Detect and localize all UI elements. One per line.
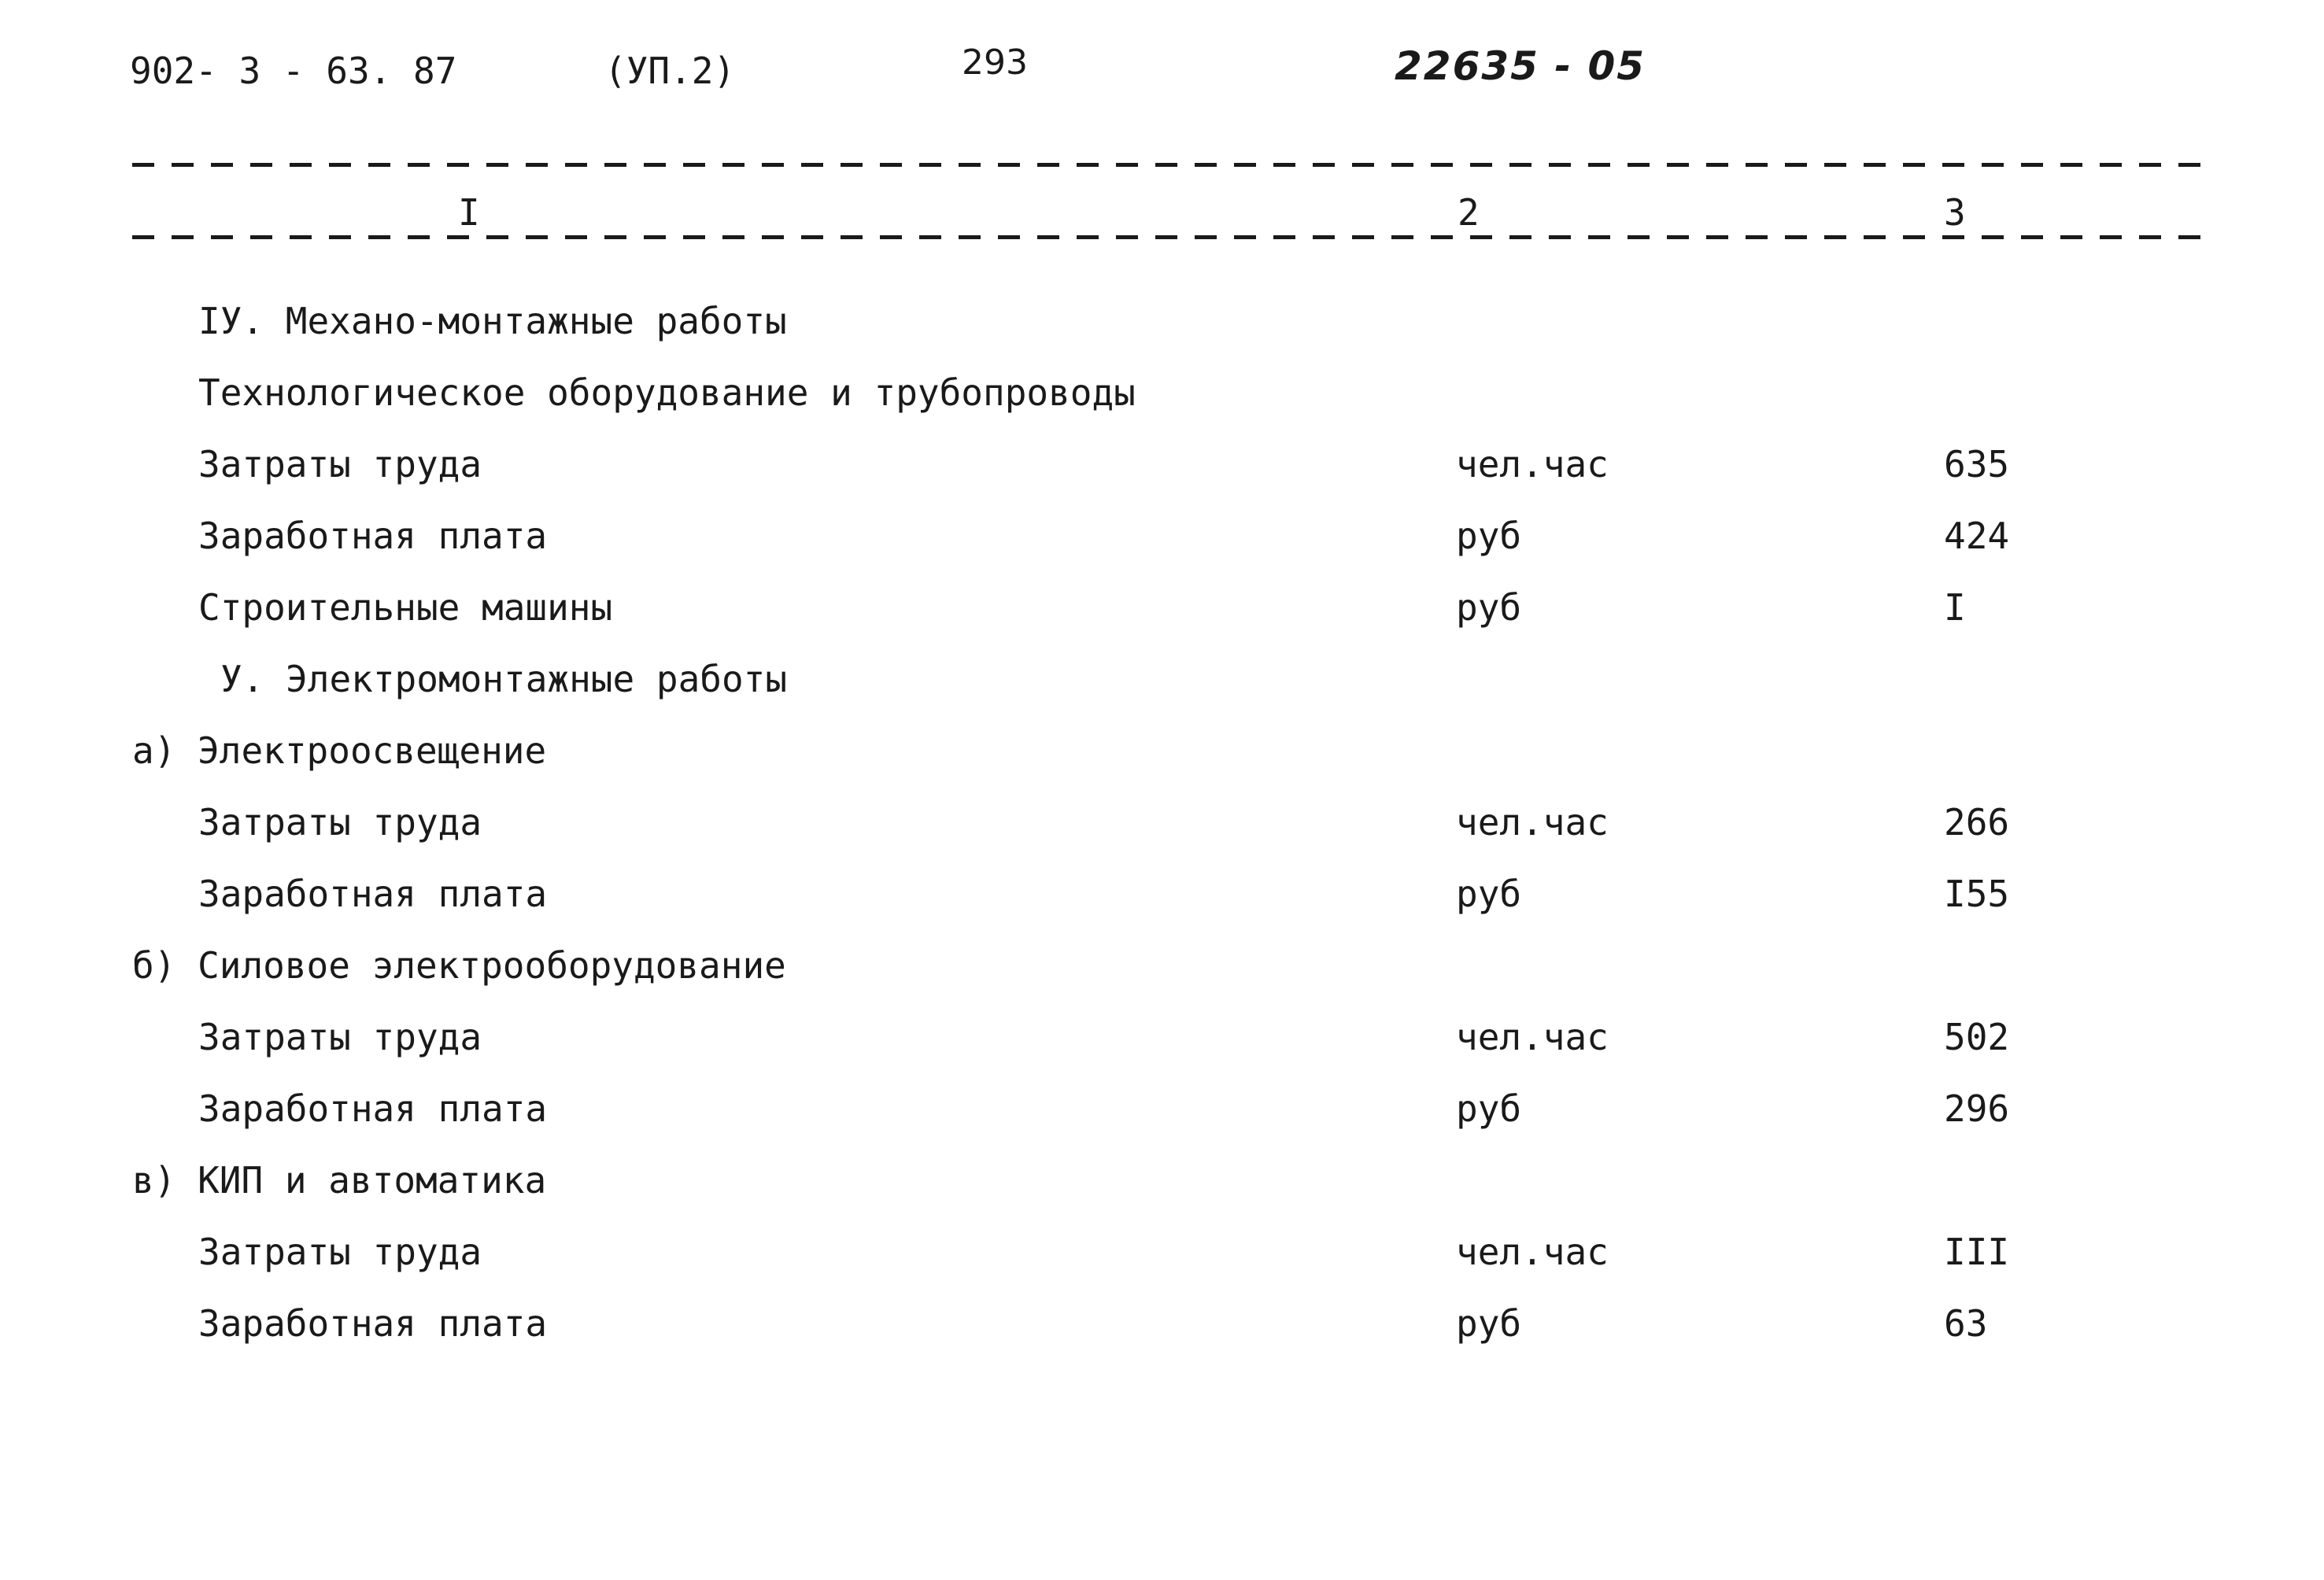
row-description: Затраты труда [198, 1016, 482, 1058]
row-description: Затраты труда [198, 801, 482, 844]
row-value: 424 [1944, 515, 2010, 557]
row-description: в) КИП и автоматика [132, 1159, 547, 1202]
row-description: Заработная плата [198, 1087, 548, 1130]
row-unit: чел.час [1456, 1016, 1609, 1058]
row-description: Технологическое оборудование и трубопроводы [198, 371, 1136, 414]
data-table-body [0, 299, 2324, 1373]
table-row [0, 872, 2324, 943]
row-unit: чел.час [1456, 801, 1609, 844]
table-row [0, 729, 2324, 800]
row-value: III [1944, 1231, 2010, 1273]
row-unit: руб [1456, 1302, 1522, 1345]
table-row [0, 1301, 2324, 1373]
sheet-label: (УП.2) [604, 50, 736, 92]
row-unit: руб [1456, 586, 1522, 629]
table-row [0, 371, 2324, 442]
table-row [0, 1015, 2324, 1087]
row-description: IУ. Механо-монтажные работы [198, 300, 787, 342]
row-value: 502 [1944, 1016, 2010, 1058]
table-row [0, 514, 2324, 585]
table-row [0, 299, 2324, 371]
column-header-1: I [455, 190, 483, 234]
table-row [0, 585, 2324, 657]
column-header-2: 2 [1454, 190, 1483, 234]
row-value: 63 [1944, 1302, 1988, 1345]
table-row [0, 657, 2324, 729]
row-value: 635 [1944, 443, 2010, 485]
drawing-number: 22635 - 05 [1395, 43, 1646, 89]
table-row [0, 1087, 2324, 1158]
row-description: Заработная плата [198, 1302, 548, 1345]
row-description: Затраты труда [198, 1231, 482, 1273]
table-row [0, 1230, 2324, 1301]
row-unit: чел.час [1456, 443, 1609, 485]
row-description: Заработная плата [198, 873, 548, 915]
row-description: б) Силовое электрооборудование [132, 944, 786, 987]
column-header-3: 3 [1941, 190, 1969, 234]
row-value: I55 [1944, 873, 2010, 915]
row-unit: чел.час [1456, 1231, 1609, 1273]
table-row [0, 800, 2324, 872]
row-unit: руб [1456, 873, 1522, 915]
table-row [0, 442, 2324, 514]
row-value: I [1944, 586, 1966, 629]
row-unit: руб [1456, 1087, 1522, 1130]
row-description: а) Электроосвещение [132, 729, 547, 772]
table-row [0, 1158, 2324, 1230]
table-row [0, 943, 2324, 1015]
page-number: 293 [962, 42, 1028, 83]
table-header-dashed-rule [132, 235, 2204, 239]
document-code: 902- 3 - 63. 87 [130, 50, 457, 92]
row-value: 296 [1944, 1087, 2010, 1130]
row-description: Заработная плата [198, 515, 548, 557]
row-value: 266 [1944, 801, 2010, 844]
table-top-dashed-rule [132, 163, 2204, 167]
row-unit: руб [1456, 515, 1522, 557]
row-description: Строительные машины [198, 586, 613, 629]
row-description: У. Электромонтажные работы [220, 658, 788, 700]
row-description: Затраты труда [198, 443, 482, 485]
